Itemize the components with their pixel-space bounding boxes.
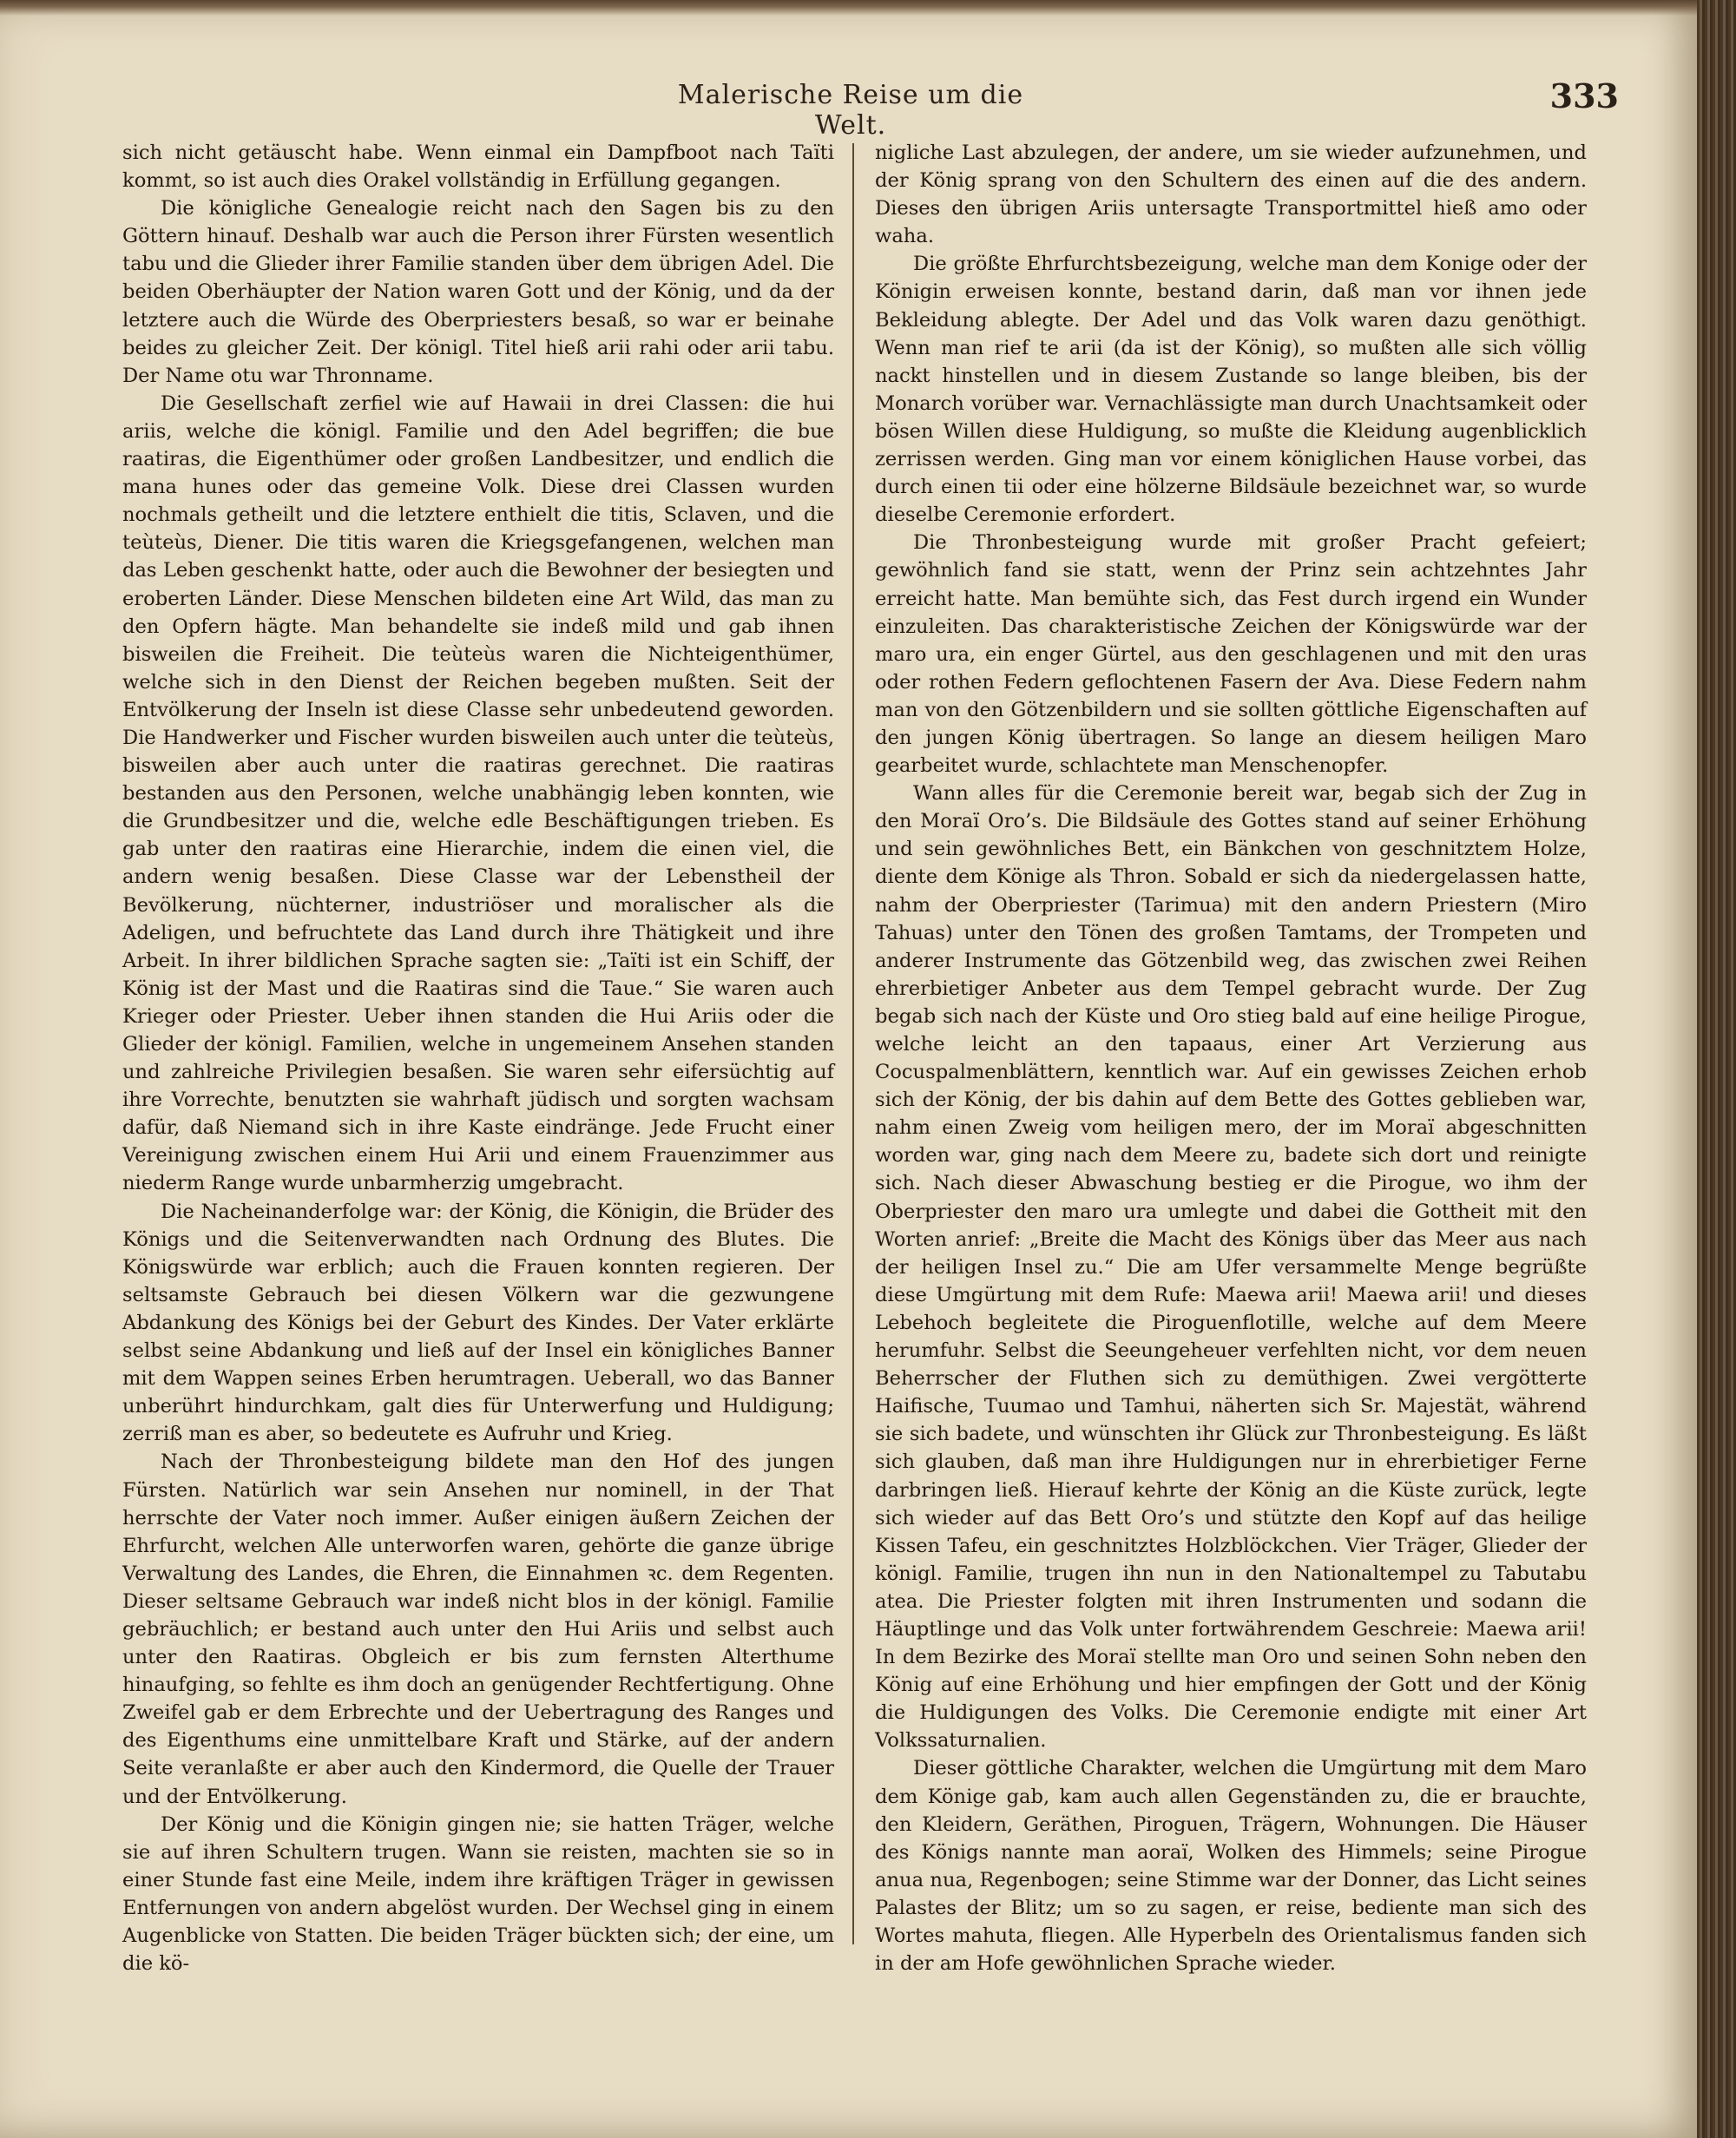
paragraph: nigliche Last abzulegen, der andere, um sie wieder aufzunehmen, und der König sprang von den Schultern des einen auf die des andern. Dieses den übrigen Ariis untersagte Transportmittel hieß amo oder waha. bbox=[875, 141, 1587, 248]
paragraph: Die königliche Genealogie reicht nach den Sagen bis zu den Göttern hinauf. Deshalb war auch die Person ihrer Fürsten wesentlich tabu und die Glieder ihrer Familie standen über dem übrigen Adel. Die beiden Oberhäupter der Nation waren Gott und der König, und da der letztere auch die Würde des Oberpriesters besaß, so war er beinahe beides zu gleicher Zeit. Der königl. Titel hieß arii rahi oder arii tabu. Der Name otu war Thronname. bbox=[122, 197, 834, 387]
running-title: Malerische Reise um die Welt. bbox=[677, 80, 1024, 141]
paragraph: sich nicht getäuscht habe. Wenn einmal ein Dampfboot nach Taïti kommt, so ist auch dies Orakel vollständig in Erfüllung gegangen. bbox=[122, 141, 834, 193]
page-number: 333 bbox=[1549, 76, 1619, 115]
paragraph: Dieser göttliche Charakter, welchen die Umgürtung mit dem Maro dem Könige gab, kam auch allen Gegenständen zu, die er brauchte, den Kleidern, Geräthen, Piroguen, Trägern, Wohnungen. Die Häuser des Königs nannte man aoraï, Wolken des Himmels; seine Pirogue anua nua, Regenbogen; seine Stimme war der Donner, das Licht seines Palastes der Blitz; um so zu sagen, er reise, bediente man sich des Wortes mahuta, fliegen. Alle Hyperbeln des Orientalismus fanden sich in der am Hofe gewöhnlichen Sprache wieder. bbox=[875, 1757, 1587, 1976]
paragraph: Die größte Ehrfurchtsbezeigung, welche man dem Konige oder der Königin erweisen konnte, bestand darin, daß man vor ihnen jede Bekleidung ablegte. Der Adel und das Volk waren dazu genöthigt. Wenn man rief te arii (da ist der König), so mußten alle sich völlig nackt hinstellen und in diesem Zustande so lange bleiben, bis der Monarch vorüber war. Vernachlässigte man durch Unachtsamkeit oder bösen Willen diese Huldigung, so mußte die Kleidung augenblicklich zerrissen werden. Ging man vor einem königlichen Hause vorbei, das durch einen tii oder eine hölzerne Bildsäule bezeichnet war, so wurde dieselbe Ceremonie erfordert. bbox=[875, 253, 1587, 527]
book-page-edges bbox=[1697, 0, 1736, 2138]
paragraph: Die Nacheinanderfolge war: der König, die Königin, die Brüder des Königs und die Seitenverwandten nach Ordnung des Blutes. Die Königswürde war erblich; auch die Frauen konnten regieren. Der seltsamste Gebrauch bei diesen Völkern war die gezwungene Abdankung des Königs bei der Geburt des Kindes. Der Vater erklärte selbst seine Abdankung und ließ auf der Insel ein königliches Banner mit dem Wappen seines Erben herumtragen. Ueberall, wo das Banner unberührt hindurchkam, galt dies für Unterwerfung und Huldigung; zerriß man es aber, so bedeutete es Aufruhr und Krieg. bbox=[122, 1200, 834, 1446]
right-text-column bbox=[875, 139, 1587, 1977]
page-top-edge bbox=[0, 0, 1706, 16]
column-divider bbox=[852, 143, 854, 1944]
paragraph: Wann alles für die Ceremonie bereit war, begab sich der Zug in den Moraï Oro’s. Die Bildsäule des Gottes stand auf seiner Erhöhung und sein gewöhnliches Bett, ein Bänkchen von geschnitztem Holze, diente dem Könige als Thron. Sobald er sich da niedergelassen hatte, nahm der Oberpriester (Tarimua) mit den andern Priestern (Miro Tahuas) unter den Tönen des großen Tamtams, der Trompeten und anderer Instrumente das Götzenbild weg, das zwischen zwei Reihen ehrerbietiger Anbeter aus dem Tempel gebracht wurde. Der Zug begab sich nach der Küste und Oro stieg bald auf eine heilige Pirogue, welche leicht an den tapaaus, einer Art Verzierung aus Cocuspalmenblättern, kenntlich war. Auf ein gewisses Zeichen erhob sich der König, der bis dahin auf dem Bette des Gottes geblieben war, nahm einen Zweig vom heiligen mero, der im Moraï abgeschnitten worden war, ging nach dem Meere zu, badete sich dort und reinigte sich. Nach dieser Abwaschung bestieg er die Pirogue, wo ihm der Oberpriester den maro ura umlegte und dabei die Gottheit mit den Worten anrief: „Breite die Macht des Königs über das Meer aus nach der heiligen Insel zu.“ Die am Ufer versammelte Menge begrüßte diese Umgürtung mit dem Rufe: Maewa arii! Maewa arii! und dieses Lebehoch begleitete die Piroguenflotille, welche auf dem Meere herumfuhr. Selbst die Seeungeheuer verfehlten nicht, vor dem neuen Beherrscher der Fluthen sich zu demüthigen. Zwei vergötterte Haifische, Tuumao und Tamhui, näherten sich Sr. Majestät, während sie sich badete, und wünschten ihr Glück zur Thronbesteigung. Es läßt sich glauben, daß man ihre Huldigungen nur in ehrerbietiger Ferne darbringen ließ. Hierauf kehrte der König an die Küste zurück, legte sich wieder auf das Bett Oro’s und stützte den Kopf auf das heilige Kissen Tafeu, ein geschnitztes Holzblöckchen. Vier Träger, Glieder der königl. Familie, trugen ihn nun in den Nationaltempel zu Tabutabu atea. Die Priester folgten mit ihren Instrumenten und sodann die Häuptlinge und das Volk unter fortwährendem Geschreie: Maewa arii! In dem Bezirke des Moraï stellte man Oro und seinen Sohn neben den König auf eine Erhöhung und hier empfingen der Gott und der König die Huldigungen des Volks. Die Ceremonie endigte mit einer Art Volkssaturnalien. bbox=[875, 782, 1587, 1753]
paragraph: Der König und die Königin gingen nie; sie hatten Träger, welche sie auf ihren Schultern trugen. Wann sie reisten, machten sie so in einer Stunde fast eine Meile, indem ihre kräftigen Träger in gewissen Entfernungen von andern abgelöst wurden. Der Wechsel ging in einem Augenblicke von Statten. Die beiden Träger bückten sich; der eine, um die kö- bbox=[122, 1812, 834, 1976]
paragraph: Die Thronbesteigung wurde mit großer Pracht gefeiert; gewöhnlich fand sie statt, wenn der Prinz sein achtzehntes Jahr erreicht hatte. Man bemühte sich, das Fest durch irgend ein Wunder einzuleiten. Das charakteristische Zeichen der Königswürde war der maro ura, ein enger Gürtel, aus den geschlagenen und mit den uras oder rothen Federn geflochtenen Fasern der Ava. Diese Federn nahm man von den Götzenbildern und sie sollten göttliche Eigenschaften auf den jungen König übertragen. So lange an diesem heiligen Maro gearbeitet wurde, schlachtete man Menschenopfer. bbox=[875, 531, 1587, 778]
left-text-column bbox=[122, 139, 834, 1977]
paragraph: Nach der Thronbesteigung bildete man den Hof des jungen Fürsten. Natürlich war sein Ansehen nur nominell, in der That herrschte der Vater noch immer. Außer einigen äußern Zeichen der Ehrfurcht, welchen Alle unterworfen waren, gehörte die ganze übrige Verwaltung des Landes, die Ehren, die Einnahmen ꝛc. dem Regenten. Dieser seltsame Gebrauch war indeß nicht blos in der königl. Familie gebräuchlich; er bestand auch unter den Hui Ariis und selbst auch unter den Raatiras. Obgleich er bis zum fernsten Alterthume hinaufging, so fehlte es ihm doch an genügender Rechtfertigung. Ohne Zweifel gab er dem Erbrechte und der Uebertragung des Ranges und des Eigenthums eine unmittelbare Kraft und Stärke, auf der andern Seite veranlaßte er aber auch den Kindermord, die Quelle der Trauer und der Entvölkerung. bbox=[122, 1451, 834, 1808]
paragraph: Die Gesellschaft zerfiel wie auf Hawaii in drei Classen: die hui ariis, welche die königl. Familie und den Adel begriffen; die bue raatiras, die Eigenthümer oder großen Landbesitzer, und endlich die mana hunes oder das gemeine Volk. Diese drei Classen wurden nochmals getheilt und die letztere enthielt die titis, Sclaven, und die teùteùs, Diener. Die titis waren die Kriegsgefangenen, welchen man das Leben geschenkt hatte, oder auch die Bewohner der besiegten und eroberten Länder. Diese Menschen bildeten eine Art Wild, das man zu den Opfern hägte. Man behandelte sie indeß mild und gab ihnen bisweilen die Freiheit. Die teùteùs waren die Nichteigenthümer, welche sich in den Dienst der Reichen begeben mußten. Seit der Entvölkerung der Inseln ist diese Classe sehr unbedeutend geworden. Die Handwerker und Fischer wurden bisweilen auch unter die teùteùs, bisweilen aber auch unter die raatiras gerechnet. Die raatiras bestanden aus den Personen, welche unabhängig leben konnten, wie die Grundbesitzer und die, welche edle Beschäftigungen trieben. Es gab unter den raatiras eine Hierarchie, indem die einen viel, die andern wenig besaßen. Diese Classe war der Lebenstheil der Bevölkerung, nüchterner, industriöser und moralischer als die Adeligen, und befruchtete das Land durch ihre Thätigkeit und ihre Arbeit. In ihrer bildlichen Sprache sagten sie: „Taïti ist ein Schiff, der König ist der Mast und die Raatiras sind die Taue.“ Sie waren auch Krieger oder Priester. Ueber ihnen standen die Hui Ariis oder die Glieder der königl. Familien, welche in ungemeinem Ansehen standen und zahlreiche Privilegien besaßen. Sie waren sehr eifersüchtig auf ihre Vorrechte, benutzten sie wahrhaft jüdisch und sorgten wachsam dafür, daß Niemand sich in ihre Kaste eindränge. Jede Frucht einer Vereinigung zwischen einem Hui Arii und einem Frauenzimmer aus niederm Range wurde unbarmherzig umgebracht. bbox=[122, 391, 834, 1195]
